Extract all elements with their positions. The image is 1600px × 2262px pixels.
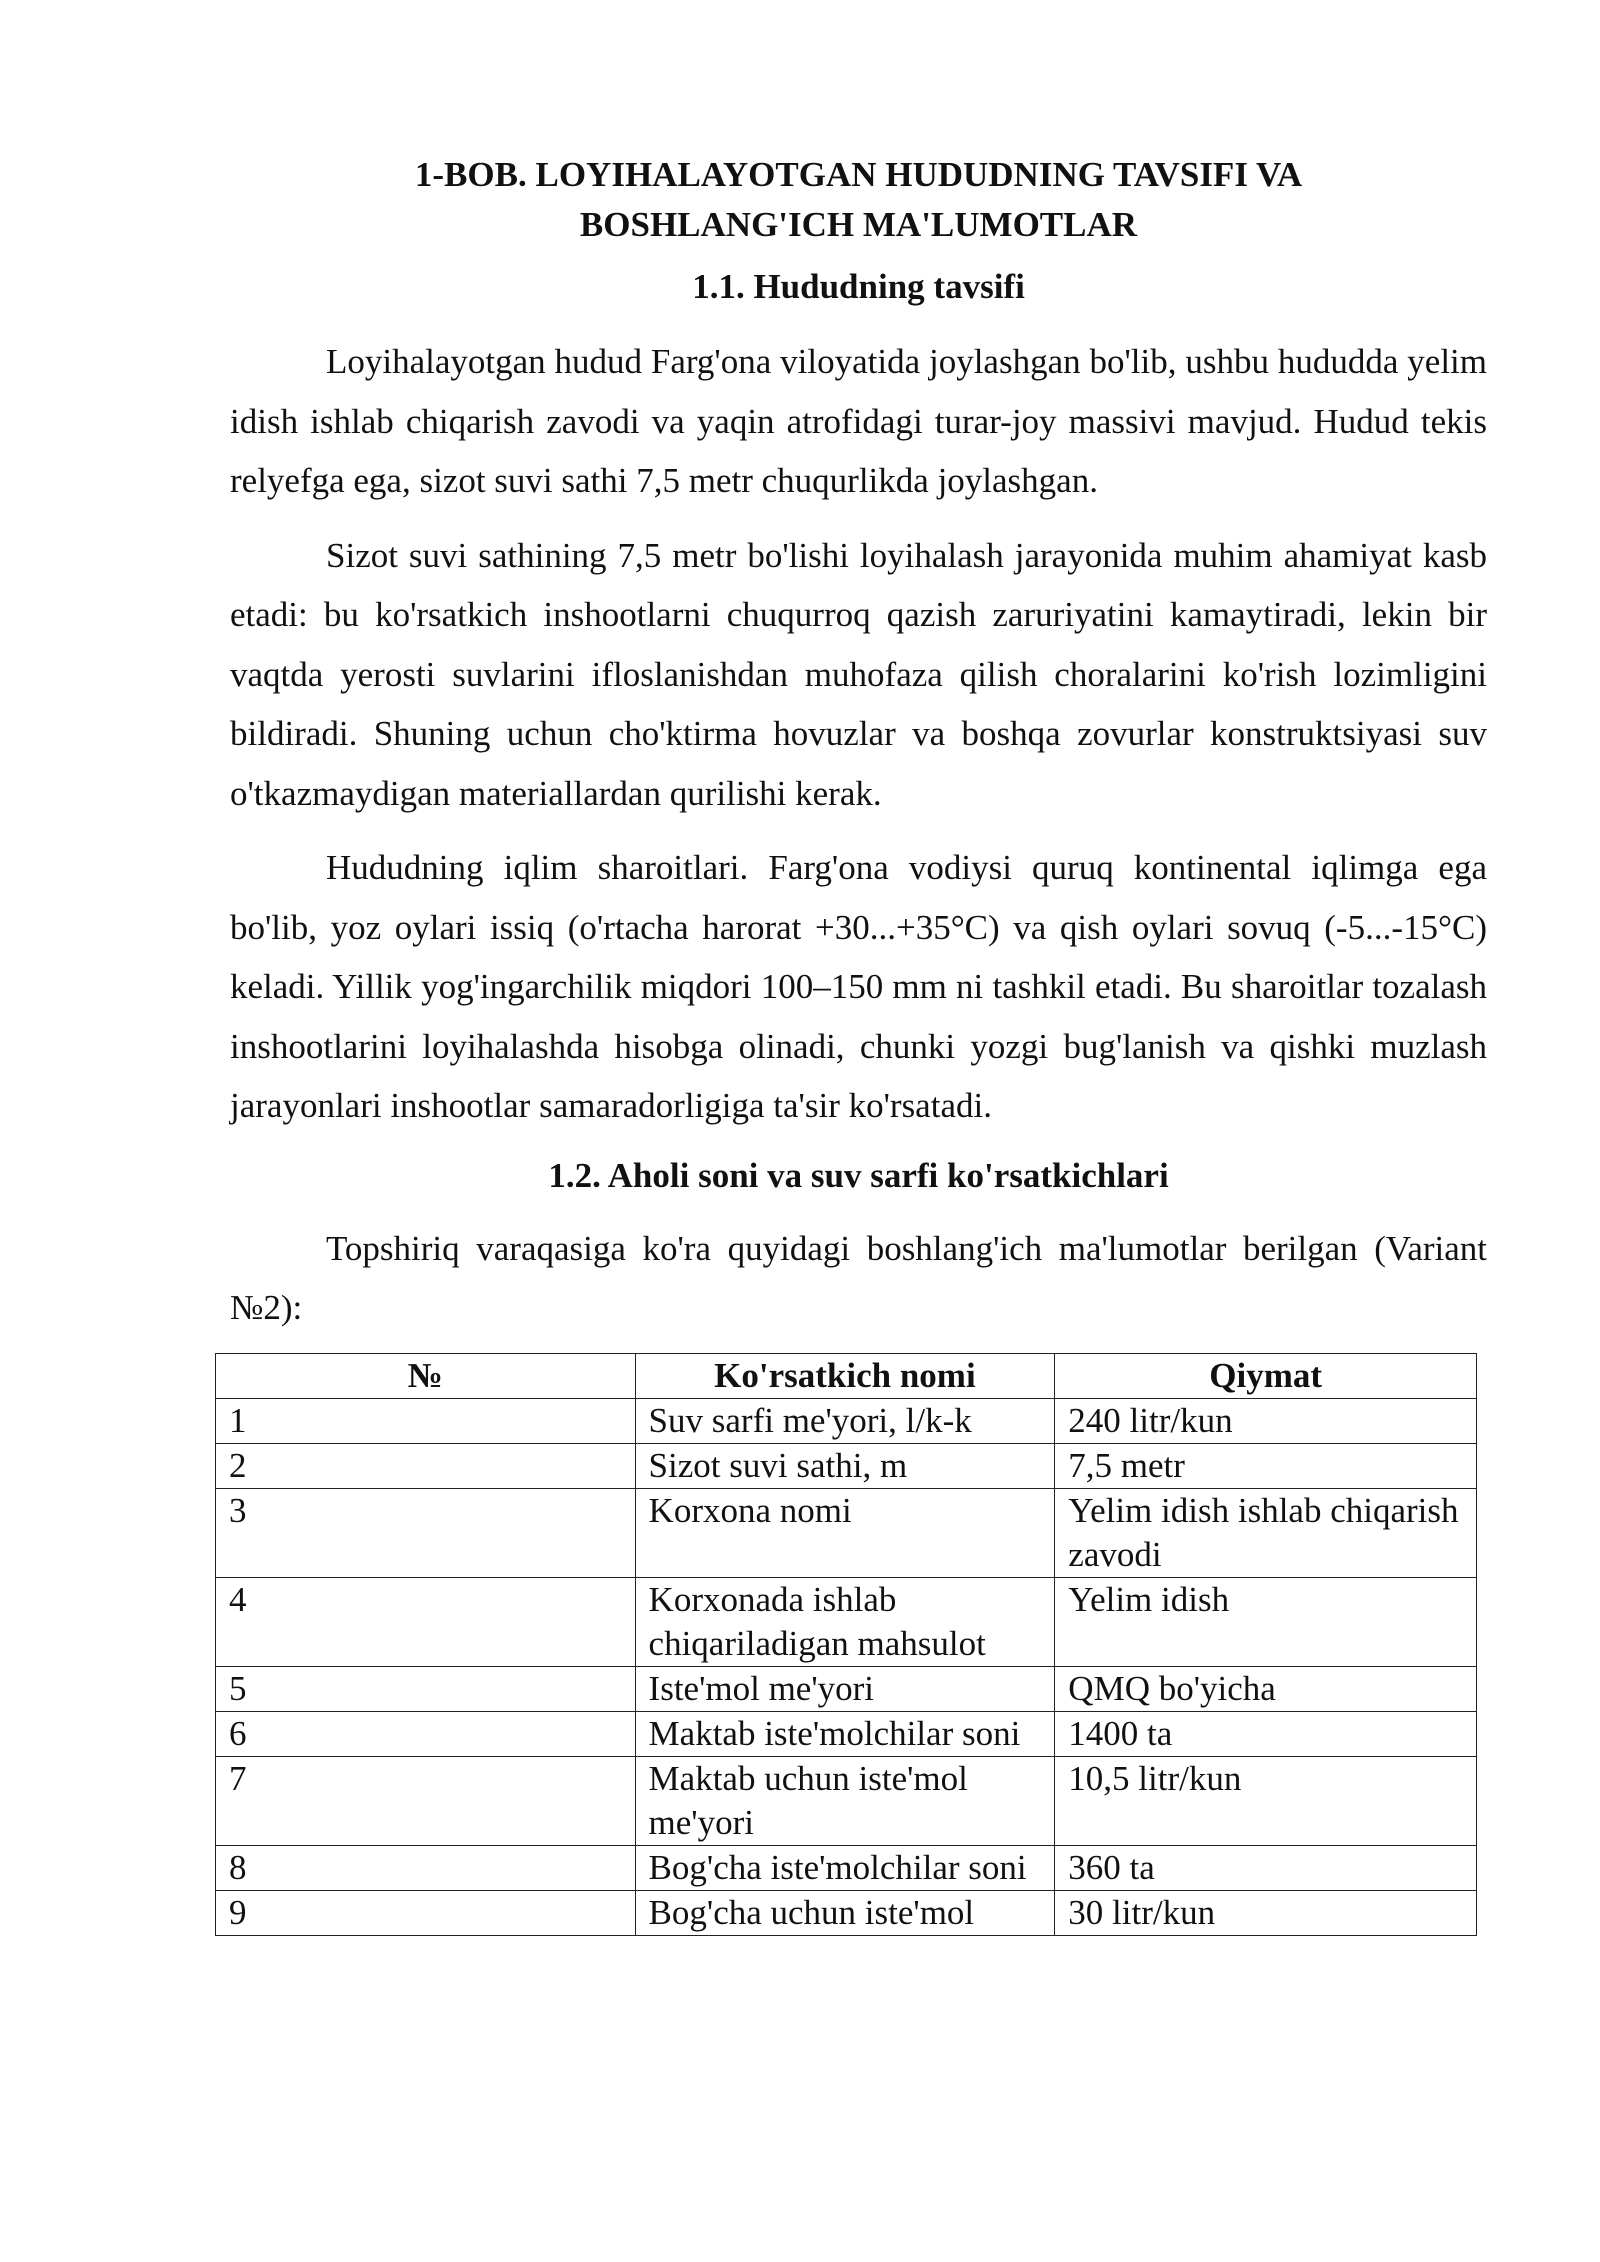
header-value: Qiymat xyxy=(1055,1353,1477,1398)
table-row xyxy=(216,1666,1477,1711)
cell-number: 6 xyxy=(216,1711,636,1756)
cell-number: 1 xyxy=(216,1398,636,1443)
chapter-title-line1: 1-BOB. LOYIHALAYOTGAN HUDUDNING TAVSIFI VA xyxy=(414,155,1303,194)
initial-data-table xyxy=(215,1353,1477,1936)
cell-value: Yelim idish xyxy=(1055,1577,1477,1666)
paragraph-climate: Hududning iqlim sharoitlari. Farg'ona vodiysi quruq kontinental iqlimga ega bo'lib, yoz oylari issiq (o'rtacha harorat +30...+35°C) va qish oylari sovuq (-5...-15°C) keladi. Yillik yog'ingarchilik miqdori 100–150 mm ni tashkil etadi. Bu sharoitlar tozalash inshootlarini loyihalashda hisobga olinadi, chunki yozgi bug'lanish va qishki muzlash jarayonlari inshootlar samaradorligiga ta'sir ko'rsatadi. xyxy=(230,848,1487,1125)
table-row xyxy=(216,1711,1477,1756)
cell-value: 10,5 litr/kun xyxy=(1055,1756,1477,1845)
cell-indicator: Korxonada ishlab chiqariladigan mahsulot xyxy=(635,1577,1055,1666)
cell-number: 9 xyxy=(216,1890,636,1935)
chapter-title xyxy=(230,150,1487,250)
cell-number: 7 xyxy=(216,1756,636,1845)
cell-indicator: Korxona nomi xyxy=(635,1488,1055,1577)
table-row xyxy=(216,1890,1477,1935)
document-page xyxy=(230,150,1487,1936)
paragraph-intro: Topshiriq varaqasiga ko'ra quyidagi boshlang'ich ma'lumotlar berilgan (Variant №2): xyxy=(230,1228,1487,1327)
header-indicator-name: Ko'rsatkich nomi xyxy=(635,1353,1055,1398)
cell-indicator: Suv sarfi me'yori, l/k-k xyxy=(635,1398,1055,1443)
cell-indicator: Sizot suvi sathi, m xyxy=(635,1443,1055,1488)
cell-value: 30 litr/kun xyxy=(1055,1890,1477,1935)
cell-number: 4 xyxy=(216,1577,636,1666)
cell-value: 7,5 metr xyxy=(1055,1443,1477,1488)
table-row xyxy=(216,1756,1477,1845)
header-number: № xyxy=(216,1353,636,1398)
cell-value: 360 ta xyxy=(1055,1845,1477,1890)
cell-indicator: Bog'cha uchun iste'mol xyxy=(635,1890,1055,1935)
cell-indicator: Bog'cha iste'molchilar soni xyxy=(635,1845,1055,1890)
chapter-title-line2: BOSHLANG'ICH MA'LUMOTLAR xyxy=(579,205,1138,244)
table-row xyxy=(216,1488,1477,1577)
cell-indicator: Maktab uchun iste'mol me'yori xyxy=(635,1756,1055,1845)
cell-value: Yelim idish ishlab chiqarish zavodi xyxy=(1055,1488,1477,1577)
paragraph-groundwater: Sizot suvi sathining 7,5 metr bo'lishi loyihalash jarayonida muhim ahamiyat kasb etadi: bu ko'rsatkich inshootlarni chuqurroq qazish zaruriyatini kamaytiradi, lekin bir vaqtda yerosti suvlarini ifloslanishdan muhofaza qilish choralarini ko'rish lozimligini bildiradi. Shuning uchun cho'ktirma hovuzlar va boshqa zovurlar konstruktsiyasi suv o'tkazmaydigan materiallardan qurilishi kerak. xyxy=(230,535,1487,813)
cell-number: 8 xyxy=(216,1845,636,1890)
section-title-2: 1.2. Aholi soni va suv sarfi ko'rsatkichlari xyxy=(548,1155,1169,1195)
section-title-1: 1.1. Hududning tavsifi xyxy=(692,267,1025,306)
cell-value: 240 litr/kun xyxy=(1055,1398,1477,1443)
table-row xyxy=(216,1845,1477,1890)
cell-number: 2 xyxy=(216,1443,636,1488)
cell-number: 5 xyxy=(216,1666,636,1711)
cell-value: 1400 ta xyxy=(1055,1711,1477,1756)
table-header-row xyxy=(216,1353,1477,1398)
table-row xyxy=(216,1443,1477,1488)
cell-number: 3 xyxy=(216,1488,636,1577)
paragraph-location: Loyihalayotgan hudud Farg'ona viloyatida joylashgan bo'lib, ushbu hududda yelim idish ishlab chiqarish zavodi va yaqin atrofidagi turar-joy massivi mavjud. Hudud tekis relyefga ega, sizot suvi sathi 7,5 metr chuqurlikda joylashgan. xyxy=(230,342,1487,500)
cell-indicator: Iste'mol me'yori xyxy=(635,1666,1055,1711)
table-row xyxy=(216,1398,1477,1443)
cell-value: QMQ bo'yicha xyxy=(1055,1666,1477,1711)
table-row xyxy=(216,1577,1477,1666)
cell-indicator: Maktab iste'molchilar soni xyxy=(635,1711,1055,1756)
